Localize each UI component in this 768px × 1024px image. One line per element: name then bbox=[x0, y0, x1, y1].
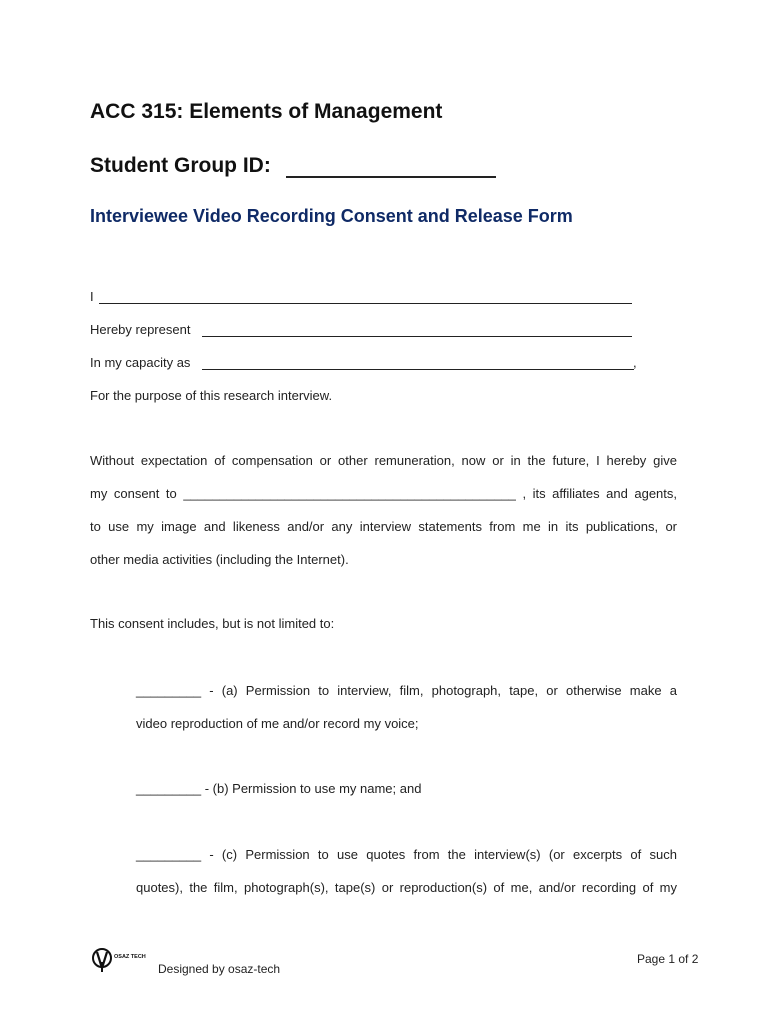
item-a-line-2: video reproduction of me and/or record my voice; bbox=[136, 716, 419, 731]
designed-by: Designed by osaz-tech bbox=[158, 962, 281, 976]
group-id-field[interactable] bbox=[286, 176, 496, 178]
consent-line-3: to use my image and likeness and/or any interview statements from me in its publications, or bbox=[90, 519, 677, 534]
item-c bbox=[136, 838, 677, 904]
includes-text: This consent includes, but is not limited to: bbox=[90, 616, 335, 631]
represent-label: Hereby represent bbox=[90, 322, 191, 337]
consent-party-blank-1[interactable]: ___________________________ bbox=[183, 486, 379, 501]
i-label: I bbox=[90, 289, 94, 304]
form-title: Interviewee Video Recording Consent and Release Form bbox=[90, 206, 573, 226]
consent-paragraph bbox=[90, 444, 677, 576]
item-a-text: - (a) Permission to interview, film, photograph, tape, or otherwise make a bbox=[209, 683, 677, 698]
course-title: ACC 315: Elements of Management bbox=[90, 100, 443, 123]
consent-to-label: my consent to bbox=[90, 486, 177, 501]
consent-line-4: other media activities (including the Internet). bbox=[90, 552, 349, 567]
item-b-initial-blank[interactable]: _________ bbox=[136, 781, 202, 796]
consent-party-blank-2[interactable]: ___________________ bbox=[378, 486, 516, 501]
capacity-end: , bbox=[633, 355, 637, 370]
represent-field[interactable] bbox=[202, 336, 632, 337]
consent-line-2 bbox=[90, 477, 677, 510]
consent-affiliates-text: , its affiliates and agents, bbox=[522, 486, 677, 501]
consent-line-1: Without expectation of compensation or other remuneration, now or in the future, I hereby give bbox=[90, 453, 677, 468]
item-a-line-1 bbox=[136, 674, 677, 707]
capacity-label: In my capacity as bbox=[90, 355, 191, 370]
logo-text: OSAZ TECH bbox=[114, 954, 146, 960]
item-b-text: - (b) Permission to use my name; and bbox=[204, 781, 422, 796]
item-c-line-1 bbox=[136, 838, 677, 871]
name-field[interactable] bbox=[99, 303, 632, 304]
item-a bbox=[136, 674, 677, 740]
purpose-text: For the purpose of this research interview. bbox=[90, 388, 333, 403]
item-c-text: - (c) Permission to use quotes from the interview(s) (or excerpts of such bbox=[209, 847, 677, 862]
item-b bbox=[136, 781, 421, 796]
item-c-line-2: quotes), the film, photograph(s), tape(s) or reproduction(s) of me, and/or recording of my bbox=[136, 880, 677, 895]
item-c-initial-blank[interactable]: _________ bbox=[136, 847, 202, 862]
group-id-label: Student Group ID: bbox=[90, 154, 271, 177]
item-a-initial-blank[interactable]: _________ bbox=[136, 683, 202, 698]
page-number: Page 1 of 2 bbox=[637, 952, 699, 966]
osaz-tech-logo bbox=[90, 946, 150, 974]
capacity-field[interactable] bbox=[202, 369, 634, 370]
